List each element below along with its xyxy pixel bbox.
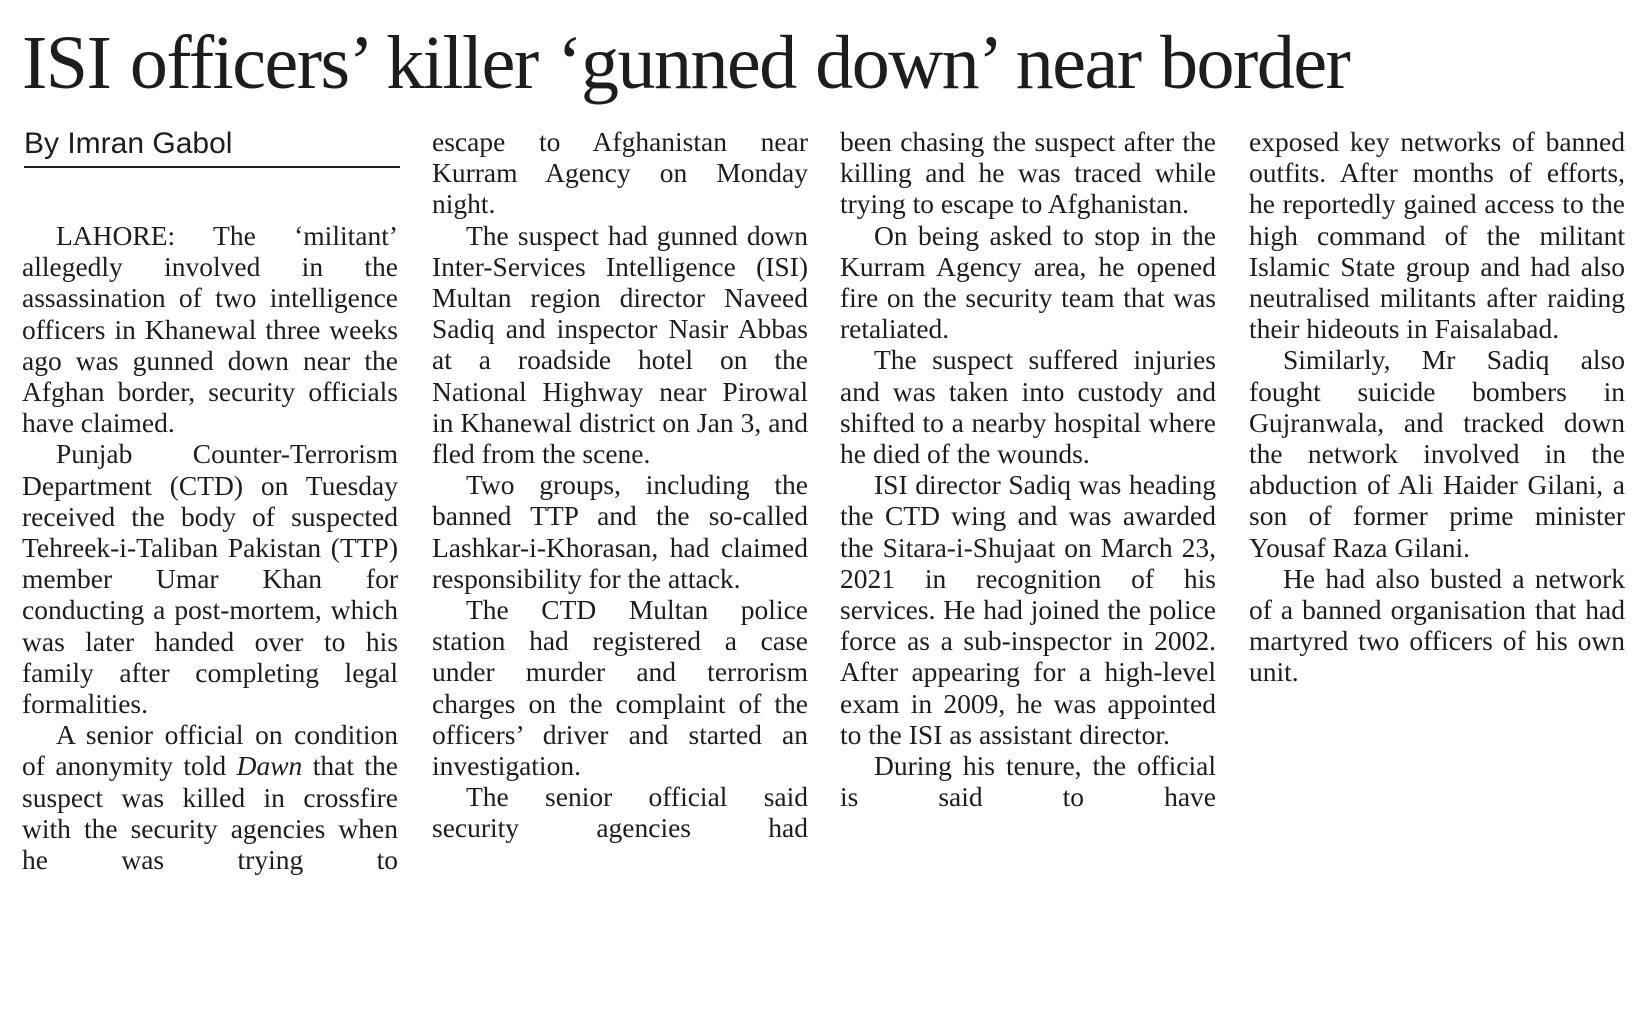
- article-column-4: [1249, 126, 1625, 688]
- paragraph: The suspect had gunned down Inter-Services Intelligence (ISI) Multan region director Naveed Sadiq and inspector Nasir Abbas at a roadside hotel on the National Highway near Pirowal in Khanewal district on Jan 3, and fled from the scene.: [432, 219, 808, 470]
- paragraph: ISI director Sadiq was heading the CTD wing and was awarded the Sitara-i-Shujaat on March 23, 2021 in recognition of his services. He had joined the police force as a sub-inspector in 2002. After appearing for a high-level exam in 2009, he was appointed to the ISI as assistant director.: [840, 469, 1216, 750]
- paragraph: been chasing the suspect after the killing and he was traced while trying to escape to Afghanistan.: [840, 126, 1216, 220]
- paragraph: Two groups, including the banned TTP and the so-called Lashkar-i-Khorasan, had claimed responsibility for the attack.: [432, 469, 808, 594]
- article-column-1: [22, 220, 398, 875]
- paragraph: During his tenure, the official is said to have: [840, 750, 1216, 813]
- publication-name: Dawn: [236, 750, 303, 782]
- headline: ISI officers’ killer ‘gunned down’ near border: [22, 21, 1350, 105]
- paragraph-text: A senior official on condition of anonymity told: [22, 719, 398, 782]
- paragraph: LAHORE: The ‘militant’ allegedly involved in the assassination of two intelligence officers in Khanewal three weeks ago was gunned down near the Afghan border, security officials have claimed.: [22, 220, 398, 439]
- paragraph-text: that the suspect was killed in crossfire with the security agencies when he was trying to: [22, 750, 398, 876]
- paragraph: Punjab Counter-Terrorism Department (CTD) on Tuesday received the body of suspected Tehreek-i-Taliban Pakistan (TTP) member Umar Khan for conducting a post-mortem, which was later handed over to his family after completing legal formalities.: [22, 438, 398, 720]
- paragraph: The CTD Multan police station had registered a case under murder and terrorism charges on the complaint of the officers’ driver and started an investigation.: [432, 594, 808, 782]
- byline: By Imran Gabol: [24, 126, 400, 168]
- paragraph: The suspect suffered injuries and was taken into custody and shifted to a nearby hospital where he died of the wounds.: [840, 344, 1216, 470]
- paragraph: [22, 719, 398, 875]
- paragraph: escape to Afghanistan near Kurram Agency on Monday night.: [432, 126, 808, 220]
- paragraph: He had also busted a network of a banned organisation that had martyred two officers of his own unit.: [1249, 562, 1625, 688]
- paragraph: The senior official said security agencies had: [432, 781, 808, 844]
- article-column-2: [432, 126, 808, 844]
- paragraph: Similarly, Mr Sadiq also fought suicide bombers in Gujranwala, and tracked down the network involved in the abduction of Ali Haider Gilani, a son of former prime minister Yousaf Raza Gilani.: [1249, 344, 1625, 563]
- paragraph: exposed key networks of banned outfits. After months of efforts, he reportedly gained access to the high command of the militant Islamic State group and had also neutralised militants after raiding their hideouts in Faisalabad.: [1249, 126, 1625, 345]
- article-column-3: [840, 126, 1216, 812]
- paragraph: On being asked to stop in the Kurram Agency area, he opened fire on the security team that was retaliated.: [840, 219, 1216, 345]
